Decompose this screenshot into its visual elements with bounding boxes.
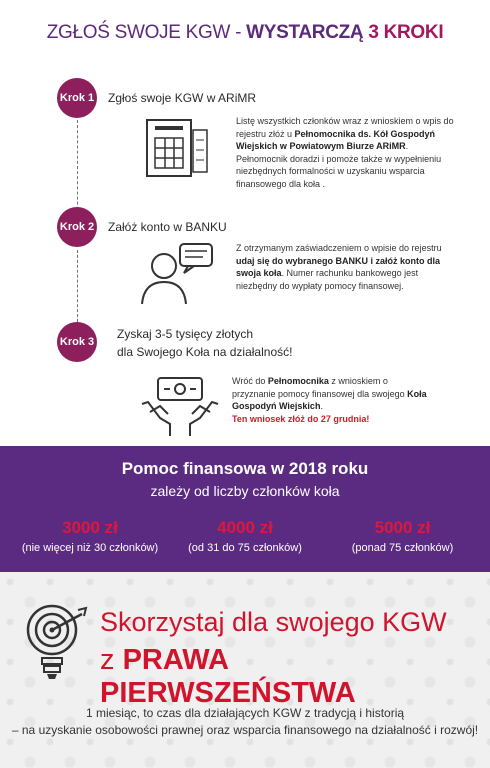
step-3-label-2: dla Swojego Koła na działalność!: [117, 345, 293, 359]
step-2-desc-a: Z otrzymanym zaświadczeniem o wpisie do rejestru: [236, 243, 442, 253]
cta-line-2: [100, 644, 490, 710]
step-3-label-1: Zyskaj 3-5 tysięcy złotych: [117, 327, 254, 341]
footer-line-1: 1 miesiąc, to czas dla działających KGW z tradycją i historią: [85, 706, 405, 720]
title-part-1: ZGŁOŚ SWOJE KGW -: [46, 22, 247, 43]
tier-3-amount: 5000 zł: [374, 518, 431, 537]
funding-subtitle: zależy od liczby członków koła: [150, 483, 340, 499]
document-table-icon: [143, 118, 211, 178]
tier-2-amount: 4000 zł: [217, 518, 273, 537]
step-3-desc-e: .: [320, 401, 323, 411]
deadline-note: Ten wniosek złóż do 27 grudnia!: [232, 413, 370, 424]
step-3-desc-a: Wróć do: [232, 376, 268, 386]
cta-line-2-emphasis: PRAWA PIERWSZEŃSTWA: [100, 644, 356, 709]
step-1-badge: Krok 1: [57, 78, 97, 118]
cta-line-2-prefix: z: [100, 644, 123, 676]
step-3-desc-c: z wnioskiem o przyznanie pomocy finansowej dla swojego: [232, 376, 408, 399]
step-3-badge: Krok 3: [57, 322, 97, 362]
target-bulb-icon: [26, 602, 88, 682]
tier-3-note: (ponad 75 członków): [351, 542, 454, 554]
step-connector-1: [77, 120, 78, 220]
person-speech-icon: [136, 240, 216, 306]
step-1-description: [236, 115, 462, 190]
step-2-desc-c: . Numer rachunku bankowego jest niezbędny do wypłaty pomocy finansowej.: [236, 268, 419, 291]
title-part-2: WYSTARCZĄ: [246, 22, 369, 43]
funding-title: Pomoc finansowa w 2018 roku: [121, 459, 369, 478]
page-title: [0, 22, 490, 44]
step-3-desc-b: Pełnomocnika: [267, 376, 329, 386]
step-connector-2: [77, 250, 78, 322]
tier-1-note: (nie więcej niż 30 członków): [21, 542, 159, 554]
step-1-desc-c: . Pełnomocnik doradzi i pomoże także w wypełnieniu niezbędnych formalności w uzyskaniu wsparcia finansowego dla koła .: [236, 141, 442, 189]
footer-line-2: – na uzyskanie osobowości prawnej oraz wsparcia finansowego na działalność i rozwój!: [11, 723, 479, 737]
tier-2-note: (od 31 do 75 członków): [188, 542, 302, 554]
step-2-desc-b: udaj się do wybranego BANKU i załóż konto dla swoja koła: [236, 255, 441, 278]
step-1-desc-b: Pełnomocnika ds. Kół Gospodyń Wiejskich w Powiatowym Biurze ARiMR: [236, 128, 436, 151]
hands-money-icon: [140, 374, 220, 438]
cta-line-1: Skorzystaj dla swojego KGW: [100, 607, 447, 637]
step-3-description: [232, 375, 432, 425]
step-2-badge: Krok 2: [57, 207, 97, 247]
tier-1-amount: 3000 zł: [62, 518, 118, 537]
step-3-desc-d: Koła Gospodyń Wiejskich: [232, 388, 427, 411]
step-2-description: [236, 242, 442, 292]
step-1-desc-a: Listę wszystkich członków wraz z wnioskiem o wpis do rejestru złóż u: [236, 116, 454, 139]
step-2-label: Załóż konto w BANKU: [108, 220, 227, 234]
title-part-3: 3 KROKI: [368, 22, 444, 43]
step-1-label: Zgłoś swoje KGW w ARiMR: [108, 91, 257, 105]
